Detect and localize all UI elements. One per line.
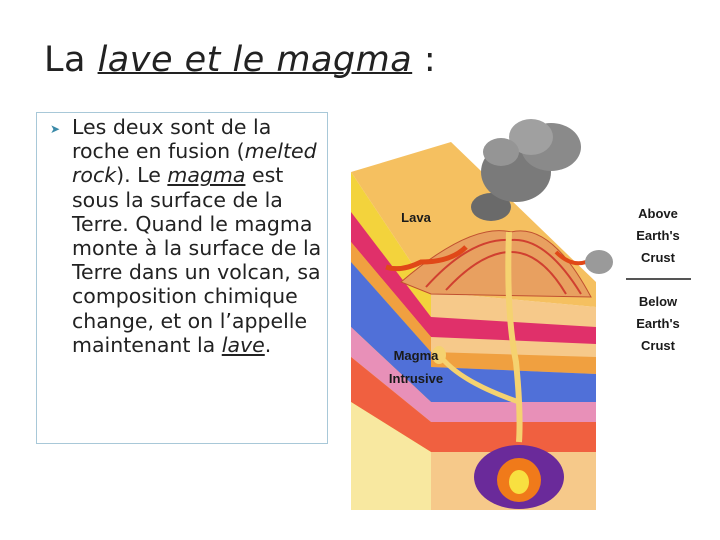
title-prefix: La <box>44 40 98 80</box>
label-magma: Magma <box>393 348 439 363</box>
lave-term: lave <box>221 332 265 357</box>
body-part-3: ). Le <box>116 163 168 188</box>
title-italic: lave et le magma <box>97 40 413 80</box>
label-intrusive: Intrusive <box>388 371 444 386</box>
label-above-crust: Crust <box>641 250 675 265</box>
title-suffix: : <box>412 40 437 80</box>
label-below-crust: Crust <box>641 338 675 353</box>
body-part-7: . <box>264 332 272 357</box>
label-lava: Lava <box>401 210 431 225</box>
arrow-bullet-icon: ➤ <box>50 122 61 136</box>
body-part-5: est sous la surface de la Terre. Quand le magma monte à la surface de la Terre dans un volcan, sa composition chimique change, et on l’appelle maintenant la <box>72 163 322 357</box>
body-paragraph <box>72 115 324 357</box>
magma-term: magma <box>167 163 246 188</box>
label-below: Below <box>638 294 678 309</box>
slide-title <box>44 40 436 80</box>
label-above: Above <box>638 206 678 221</box>
volcano-diagram <box>341 112 703 510</box>
body-part-1: Les deux sont de la roche en fusion ( <box>72 115 272 164</box>
label-above-earths: Earth's <box>636 228 680 243</box>
body-part-2: melted rock <box>72 139 317 188</box>
label-below-earths: Earth's <box>636 316 680 331</box>
